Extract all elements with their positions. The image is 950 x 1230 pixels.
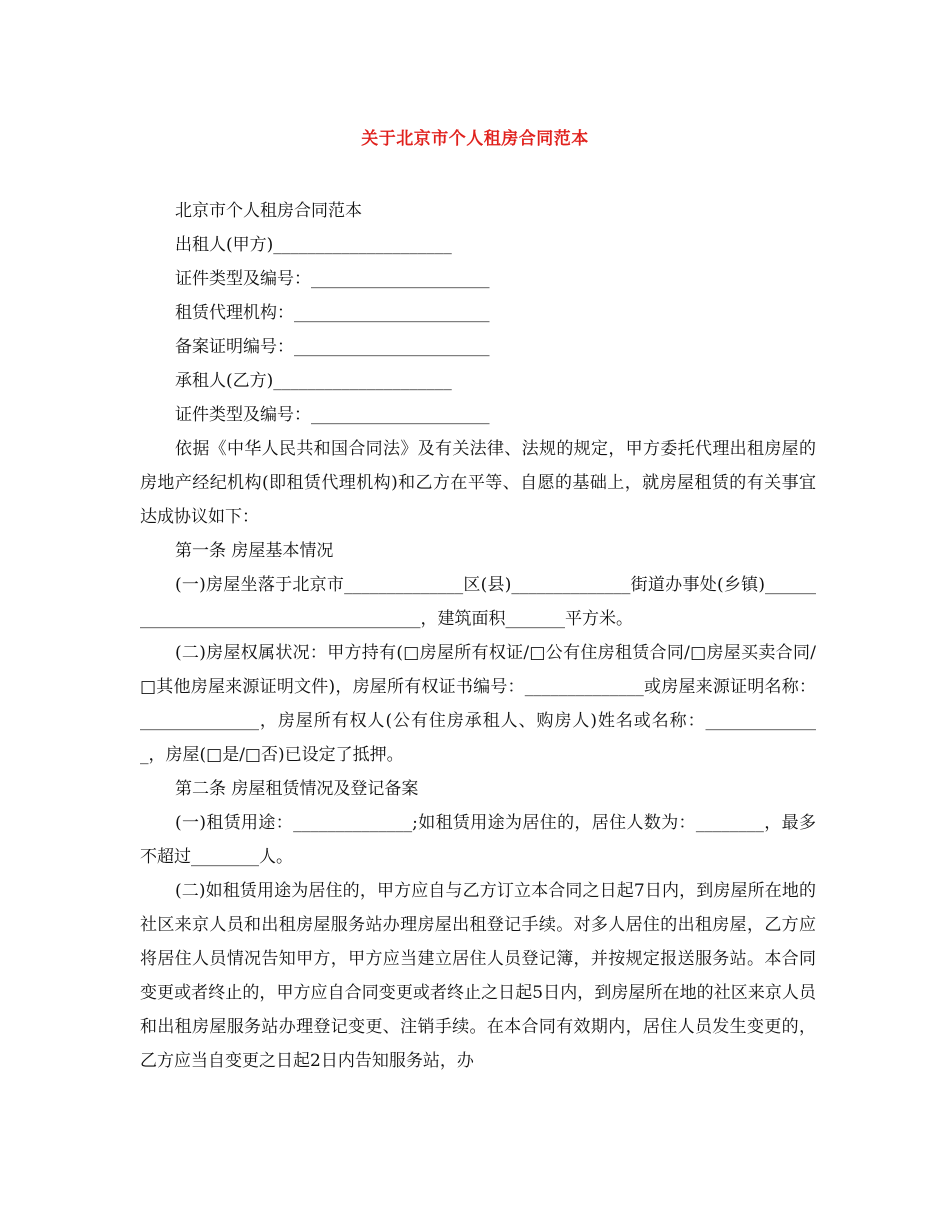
lessee-id-field: 证件类型及编号：_____________________ [175, 405, 490, 425]
lessor-id-field: 证件类型及编号：_____________________ [175, 269, 490, 289]
article-2-heading: 第二条 房屋租赁情况及登记备案 [175, 779, 419, 799]
article-1-heading: 第一条 房屋基本情况 [175, 541, 334, 561]
filing-number-field: 备案证明编号：_______________________ [175, 337, 490, 357]
intro-paragraph: 依据《中华人民共和国合同法》及有关法律、法规的规定，甲方委托代理出租房屋的房地产经纪机构(即租赁代理机构)和乙方在平等、自愿的基础上，就房屋租赁的有关事宜达成协议如下： [140, 439, 816, 527]
article-1-item-1: (一)房屋坐落于北京市______________区(县)______________街道办事处(乡镇)_______________________________________，建筑面积_______平方米。 [140, 575, 816, 629]
agency-field: 租赁代理机构：_______________________ [175, 303, 490, 323]
lessee-field: 承租人(乙方)_____________________ [175, 371, 452, 391]
article-2-item-2: (二)如租赁用途为居住的，甲方应自与乙方订立本合同之日起7日内，到房屋所在地的社区来京人员和出租房屋服务站办理房屋出租登记手续。对多人居住的出租房屋，乙方应将居住人员情况告知甲方，甲方应当建立居住人员登记簿，并按规定报送服务站。本合同变更或者终止的，甲方应自合同变更或者终止之日起5日内，到房屋所在地的社区来京人员和出租房屋服务站办理登记变更、注销手续。在本合同有效期内，居住人员发生变更的，乙方应当自变更之日起2日内告知服务站，办 [140, 881, 816, 1071]
article-2-item-1: (一)租赁用途：______________;如租赁用途为居住的，居住人数为：________，最多不超过________人。 [140, 813, 816, 867]
document-body [140, 194, 816, 1078]
contract-name-line: 北京市个人租房合同范本 [175, 201, 362, 221]
article-1-item-2: (二)房屋权属状况：甲方持有(□房屋所有权证/□公有住房租赁合同/□房屋买卖合同/□其他房屋来源证明文件)，房屋所有权证书编号：______________或房屋来源证明名称：______________，房屋所有权人(公有住房承租人、购房人)姓名或名称：______________，房屋(□是/□否)已设定了抵押。 [140, 643, 816, 765]
lessor-field: 出租人(甲方)_____________________ [175, 235, 452, 255]
document-title: 关于北京市个人租房合同范本 [361, 129, 589, 149]
